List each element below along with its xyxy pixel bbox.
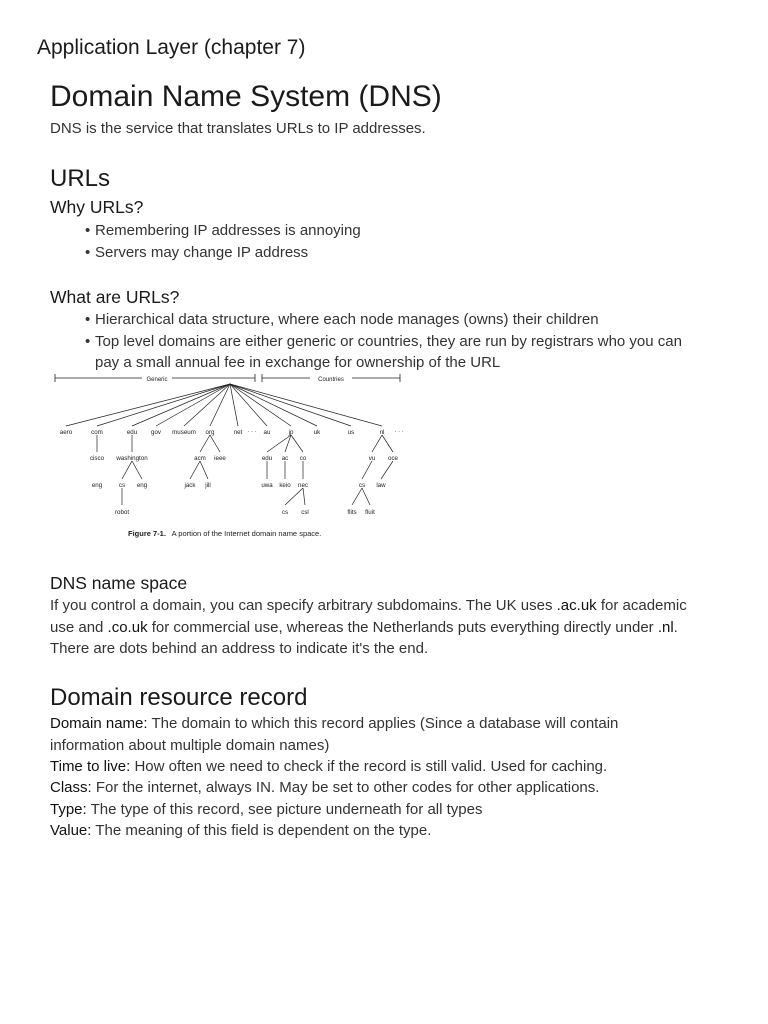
leaf-node: cs: [281, 509, 289, 516]
chapter-title: Application Layer (chapter 7): [37, 36, 306, 59]
tld-node: jp: [288, 429, 294, 436]
urls-heading: URLs: [50, 165, 111, 192]
tld-node: museum: [172, 429, 196, 436]
domain-node: oce: [388, 455, 398, 462]
tld-ellipsis: · · ·: [394, 428, 404, 435]
tree-edges: [66, 384, 393, 505]
tld-ellipsis: · · ·: [247, 428, 257, 435]
rr-domain-name: Domain name: The domain to which this record applies (Since a database will contain: [50, 715, 619, 732]
subdomain-node: jill: [205, 482, 211, 489]
tld-node: com: [91, 429, 103, 436]
namespace-line-1: If you control a domain, you can specify arbitrary subdomains. The UK uses .ac.uk for academic: [50, 597, 687, 614]
namespace-heading: DNS name space: [50, 573, 188, 593]
domain-node: edu: [261, 455, 273, 462]
domain-node: washington: [116, 455, 148, 462]
namespace-line-3: There are dots behind an address to indicate it's the end.: [50, 640, 429, 657]
tld-node: edu: [126, 429, 138, 436]
subdomain-node: jack: [184, 482, 196, 489]
leaf-node: robot: [114, 509, 130, 516]
domain-node: ieee: [214, 455, 226, 462]
rr-class: Class: For the internet, always IN. May be set to other codes for other applications.: [50, 779, 600, 796]
subdomain-node: cs: [118, 482, 126, 489]
subdomain-node: nec: [298, 482, 308, 489]
domain-node: cisco: [89, 455, 105, 462]
what-item-2: • Top level domains are either generic or countries, they are run by registrars who you can: [85, 333, 682, 350]
domain-tree-figure: [50, 368, 410, 543]
tld-node: net: [233, 429, 243, 436]
tld-node: org: [205, 429, 215, 436]
domain-node: acm: [194, 455, 206, 462]
subdomain-node: eng: [136, 482, 148, 489]
subdomain-node: keio: [279, 482, 291, 489]
subdomain-node: cs: [358, 482, 366, 489]
leaf-node: fluit: [365, 509, 375, 516]
tld-node: aero: [59, 429, 73, 436]
leaf-node: csl: [301, 509, 309, 516]
rr-value: Value: The meaning of this field is dependent on the type.: [50, 822, 432, 839]
tld-node: uk: [313, 429, 321, 436]
domain-node: vu: [368, 455, 376, 462]
generic-label: Generic: [146, 377, 168, 383]
what-urls-heading: What are URLs?: [50, 287, 180, 307]
what-item-2-cont: pay a small annual fee in exchange for ownership of the URL: [95, 354, 501, 371]
subdomain-node: law: [376, 482, 386, 489]
figure-caption: Figure 7-1. A portion of the Internet domain name space.: [128, 529, 322, 538]
page-title: Domain Name System (DNS): [50, 80, 442, 113]
why-item-1: • Remembering IP addresses is annoying: [85, 222, 361, 239]
intro-text: DNS is the service that translates URLs to IP addresses.: [50, 120, 426, 137]
rr-time-to-live: Time to live: How often we need to check if the record is still valid. Used for caching.: [50, 758, 608, 775]
leaf-node: flits: [347, 509, 357, 516]
tld-node: au: [263, 429, 271, 436]
resource-record-heading: Domain resource record: [50, 684, 308, 711]
rr-type: Type: The type of this record, see picture underneath for all types: [50, 801, 483, 818]
countries-label: Countries: [318, 377, 344, 383]
what-item-1: • Hierarchical data structure, where each node manages (owns) their children: [85, 311, 599, 328]
tld-node: us: [347, 429, 355, 436]
why-item-2: • Servers may change IP address: [85, 244, 309, 261]
tld-node: nl: [379, 429, 385, 436]
tld-node: gov: [151, 429, 161, 436]
domain-node: ac: [281, 455, 289, 462]
subdomain-node: uwa: [261, 482, 273, 489]
domain-node: co: [299, 455, 307, 462]
namespace-line-2: use and .co.uk for commercial use, whereas the Netherlands puts everything directly under .nl.: [50, 619, 678, 636]
why-urls-heading: Why URLs?: [50, 197, 144, 217]
rr-domain-name-cont: information about multiple domain names): [50, 737, 330, 754]
subdomain-node: eng: [91, 482, 103, 489]
